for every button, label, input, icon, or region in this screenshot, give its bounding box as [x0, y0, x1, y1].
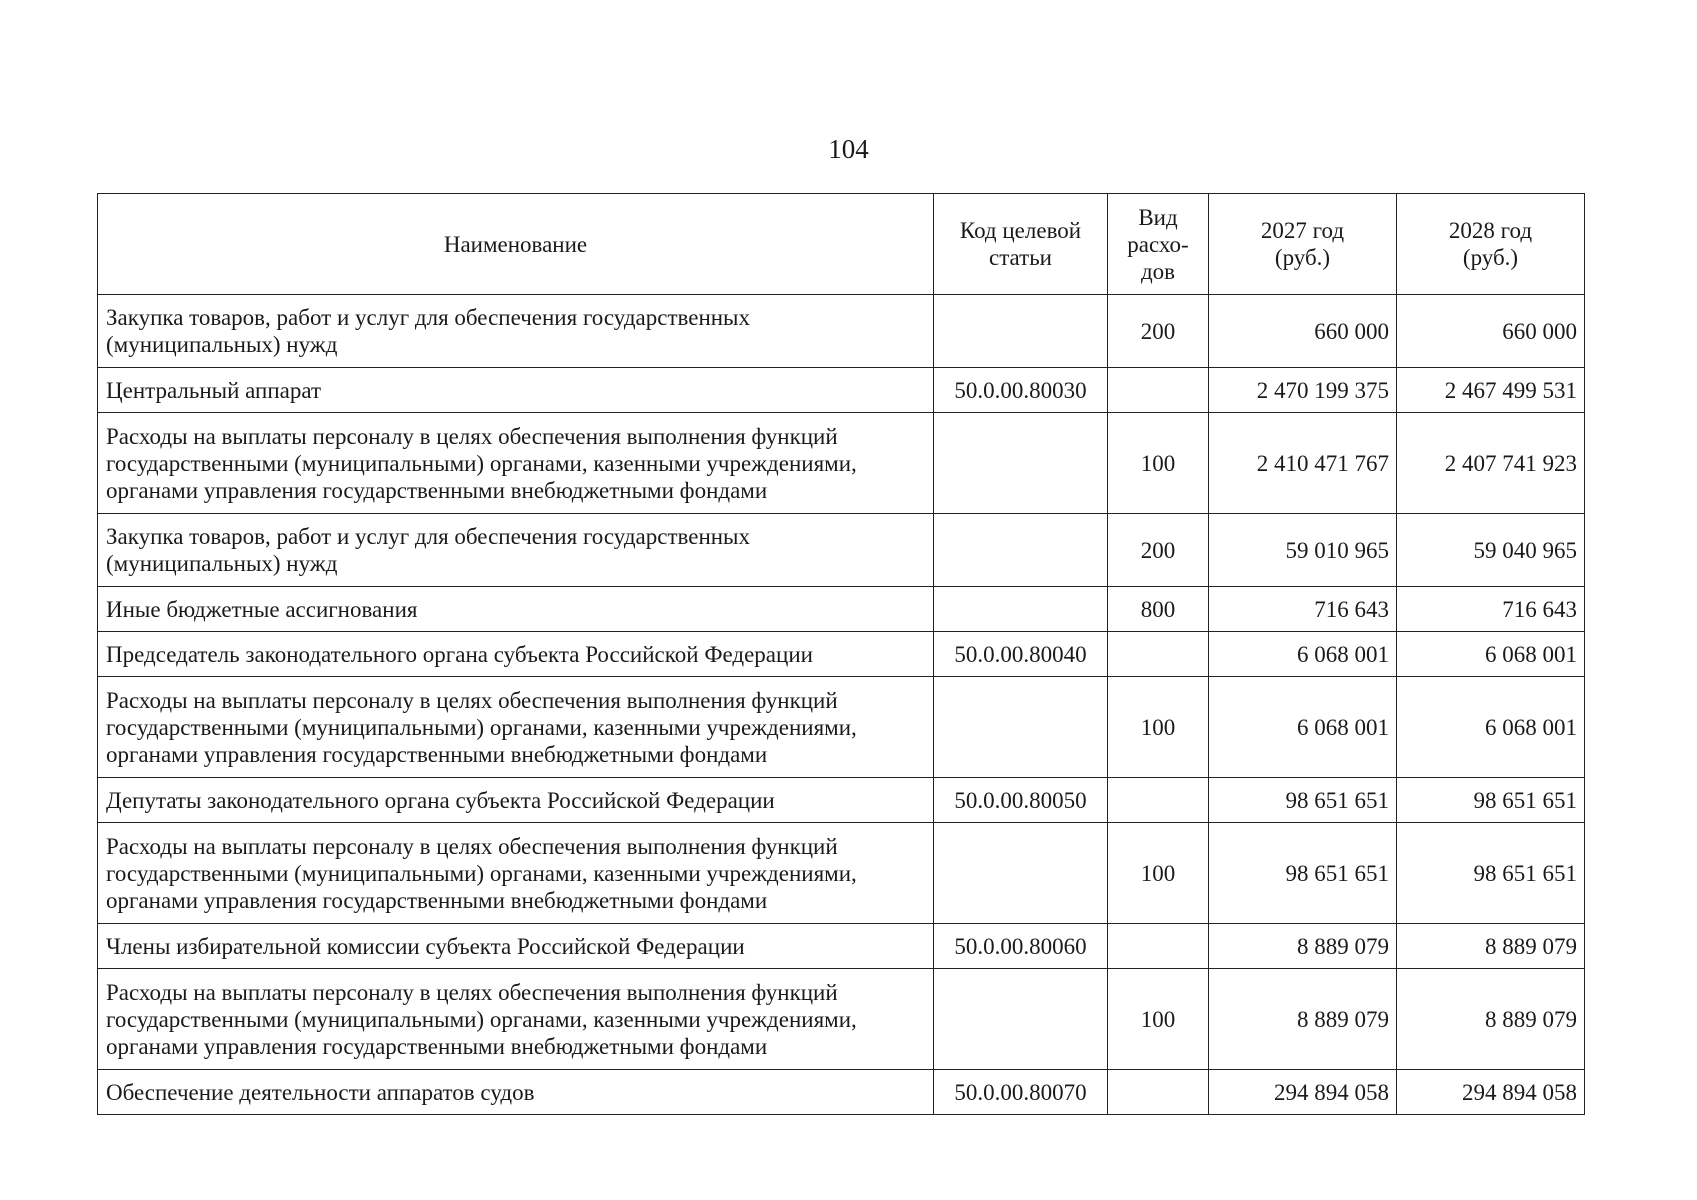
row-y2027: 2 470 199 375 [1209, 368, 1397, 413]
row-y2027: 8 889 079 [1209, 969, 1397, 1070]
row-kind: 100 [1108, 969, 1209, 1070]
row-name: Председатель законодательного органа субъекта Российской Федерации [98, 632, 934, 677]
row-name: Расходы на выплаты персоналу в целях обеспечения выполнения функций государственными (муниципальными) органами, казенными учреждениями, органами управления государственными внебюджетными фондами [98, 677, 934, 778]
row-code: 50.0.00.80050 [934, 778, 1108, 823]
row-y2027: 98 651 651 [1209, 823, 1397, 924]
row-name: Расходы на выплаты персоналу в целях обеспечения выполнения функций государственными (муниципальными) органами, казенными учреждениями, органами управления государственными внебюджетными фондами [98, 823, 934, 924]
row-name: Расходы на выплаты персоналу в целях обеспечения выполнения функций государственными (муниципальными) органами, казенными учреждениями, органами управления государственными внебюджетными фондами [98, 969, 934, 1070]
table-row [98, 632, 1585, 677]
row-kind [1108, 1070, 1209, 1115]
header-y2028 [1397, 194, 1585, 295]
table-row [98, 368, 1585, 413]
row-kind: 100 [1108, 677, 1209, 778]
row-kind [1108, 924, 1209, 969]
table-row [98, 295, 1585, 368]
row-name: Обеспечение деятельности аппаратов судов [98, 1070, 934, 1115]
header-name [98, 194, 934, 295]
row-y2027: 716 643 [1209, 587, 1397, 632]
row-code [934, 823, 1108, 924]
page-number: 104 [828, 134, 869, 164]
row-y2028: 716 643 [1397, 587, 1585, 632]
row-code [934, 969, 1108, 1070]
row-y2028: 59 040 965 [1397, 514, 1585, 587]
row-kind: 100 [1108, 823, 1209, 924]
header-y2027 [1209, 194, 1397, 295]
row-y2028: 98 651 651 [1397, 823, 1585, 924]
row-code [934, 587, 1108, 632]
row-kind: 100 [1108, 413, 1209, 514]
table-body [98, 295, 1585, 1115]
table-row [98, 413, 1585, 514]
row-y2028: 2 467 499 531 [1397, 368, 1585, 413]
row-y2028: 8 889 079 [1397, 969, 1585, 1070]
row-y2027: 660 000 [1209, 295, 1397, 368]
row-y2027: 294 894 058 [1209, 1070, 1397, 1115]
table-row [98, 1070, 1585, 1115]
row-kind [1108, 778, 1209, 823]
header-y2028-label: 2028 год (руб.) [1448, 218, 1533, 270]
row-y2028: 660 000 [1397, 295, 1585, 368]
row-code [934, 677, 1108, 778]
row-name: Иные бюджетные ассигнования [98, 587, 934, 632]
row-name: Члены избирательной комиссии субъекта Российской Федерации [98, 924, 934, 969]
table-row [98, 587, 1585, 632]
header-name-label: Наименование [443, 231, 588, 257]
table-row [98, 969, 1585, 1070]
budget-table [97, 193, 1585, 1115]
row-kind [1108, 368, 1209, 413]
table-row [98, 677, 1585, 778]
row-code: 50.0.00.80030 [934, 368, 1108, 413]
table-row [98, 778, 1585, 823]
header-y2027-label: 2027 год (руб.) [1260, 218, 1345, 270]
table-row [98, 514, 1585, 587]
header-code-label: Код целевой статьи [959, 218, 1082, 270]
row-code [934, 514, 1108, 587]
row-y2028: 8 889 079 [1397, 924, 1585, 969]
header-kind [1108, 194, 1209, 295]
table-header [98, 194, 1585, 295]
row-name: Центральный аппарат [98, 368, 934, 413]
row-kind: 200 [1108, 295, 1209, 368]
row-code: 50.0.00.80070 [934, 1070, 1108, 1115]
row-kind: 800 [1108, 587, 1209, 632]
table-row [98, 924, 1585, 969]
row-y2028: 6 068 001 [1397, 677, 1585, 778]
header-kind-label: Вид расхо-дов [1127, 204, 1189, 284]
row-name: Депутаты законодательного органа субъекта Российской Федерации [98, 778, 934, 823]
row-name: Расходы на выплаты персоналу в целях обеспечения выполнения функций государственными (муниципальными) органами, казенными учреждениями, органами управления государственными внебюджетными фондами [98, 413, 934, 514]
row-y2027: 98 651 651 [1209, 778, 1397, 823]
row-y2027: 2 410 471 767 [1209, 413, 1397, 514]
row-y2028: 6 068 001 [1397, 632, 1585, 677]
row-name: Закупка товаров, работ и услуг для обеспечения государственных (муниципальных) нужд [98, 514, 934, 587]
table-row [98, 823, 1585, 924]
row-code [934, 295, 1108, 368]
row-kind [1108, 632, 1209, 677]
row-name: Закупка товаров, работ и услуг для обеспечения государственных (муниципальных) нужд [98, 295, 934, 368]
row-y2028: 98 651 651 [1397, 778, 1585, 823]
row-y2027: 8 889 079 [1209, 924, 1397, 969]
row-y2028: 294 894 058 [1397, 1070, 1585, 1115]
row-code: 50.0.00.80060 [934, 924, 1108, 969]
row-y2028: 2 407 741 923 [1397, 413, 1585, 514]
row-code: 50.0.00.80040 [934, 632, 1108, 677]
row-code [934, 413, 1108, 514]
row-kind: 200 [1108, 514, 1209, 587]
row-y2027: 6 068 001 [1209, 632, 1397, 677]
row-y2027: 6 068 001 [1209, 677, 1397, 778]
row-y2027: 59 010 965 [1209, 514, 1397, 587]
header-code [934, 194, 1108, 295]
